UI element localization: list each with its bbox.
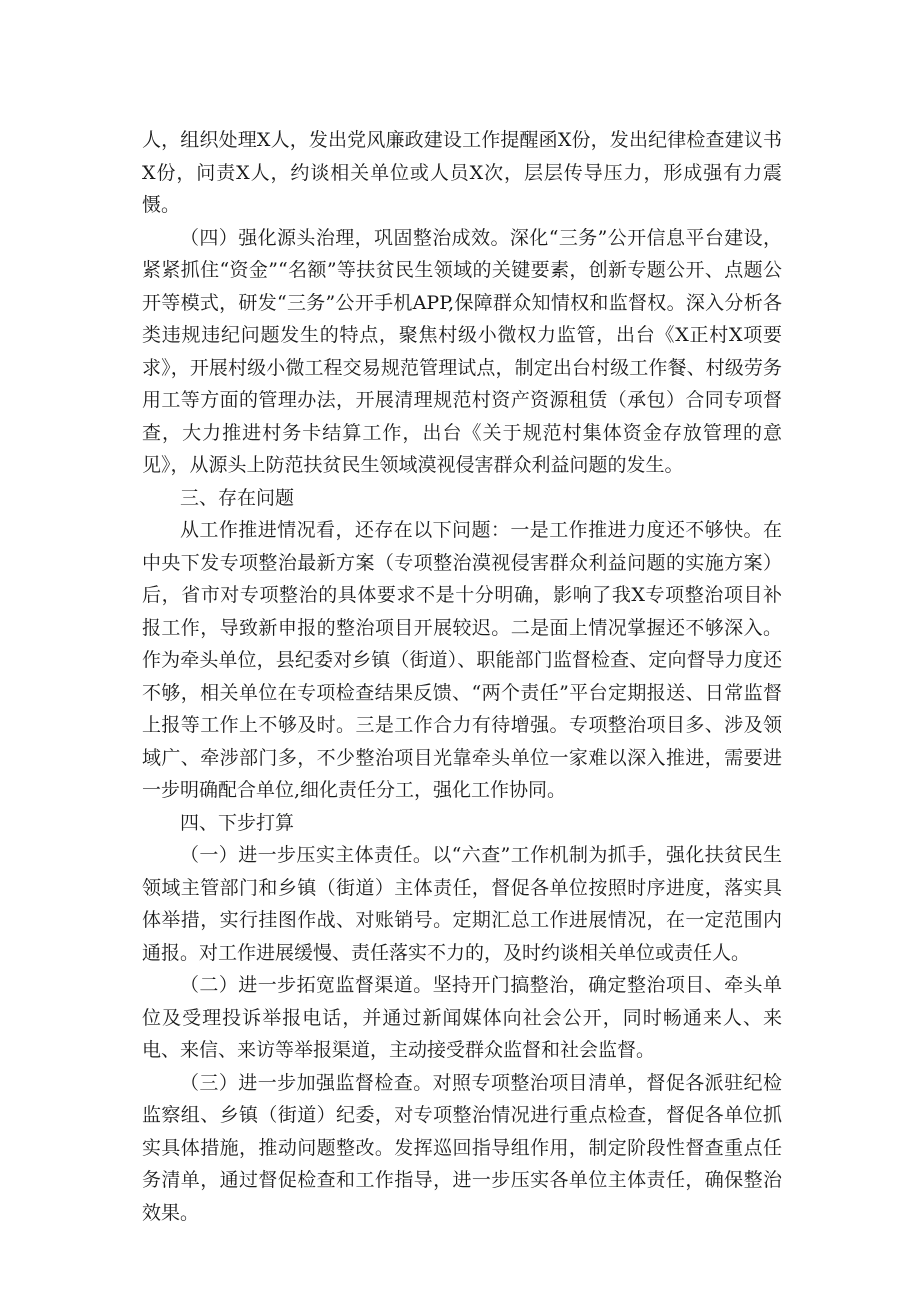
document-body <box>142 124 782 1229</box>
section-heading-existing-problems: 三、存在问题 <box>180 486 295 509</box>
paragraph-next-step-3: （三）进一步加强监督检查。对照专项整治项目清单，督促各派驻纪检监察组、乡镇（街道）纪委，对专项整治情况进行重点检查，督促各单位抓实具体措施，推动问题整改。发挥巡回指导组作用，制定阶段性督查重点任务清单，通过督促检查和工作指导，进一步压实各单位主体责任，确保整治效果。 <box>142 1071 782 1224</box>
paragraph-continuation: 人，组织处理X人，发出党风廉政建设工作提醒函X份，发出纪律检查建议书X份，问责X人，约谈相关单位或人员X次，层层传导压力，形成强有力震慑。 <box>142 129 782 216</box>
paragraph-existing-problems: 从工作推进情况看，还存在以下问题：一是工作推进力度还不够快。在中央下发专项整治最新方案（专项整治漠视侵害群众利益问题的实施方案）后，省市对专项整治的具体要求不是十分明确，影响了我X专项整治项目补报工作，导致新申报的整治项目开展较迟。二是面上情况掌握还不够深入。作为牵头单位，县纪委对乡镇（街道）、职能部门监督检查、定向督导力度还不够，相关单位在专项检查结果反馈、“两个责任”平台定期报送、日常监督上报等工作上不够及时。三是工作合力有待增强。专项整治项目多、涉及领域广、牵涉部门多，不少整治项目光靠牵头单位一家难以深入推进，需要进一步明确配合单位,细化责任分工，强化工作协同。 <box>142 519 782 801</box>
paragraph-next-step-1: （一）进一步压实主体责任。以“六查”工作机制为抓手，强化扶贫民生领域主管部门和乡镇（街道）主体责任，督促各单位按照时序进度，落实具体举措，实行挂图作战、对账销号。定期汇总工作进展情况，在一定范围内通报。对工作进展缓慢、责任落实不力的，及时约谈相关单位或责任人。 <box>142 844 782 964</box>
section-heading-next-steps: 四、下步打算 <box>180 811 295 834</box>
paragraph-next-step-2: （二）进一步拓宽监督渠道。坚持开门搞整治，确定整治项目、牵头单位及受理投诉举报电话，并通过新闻媒体向社会公开，同时畅通来人、来电、来信、来访等举报渠道，主动接受群众监督和社会监督。 <box>142 974 782 1061</box>
paragraph-strengthen-source-governance: （四）强化源头治理，巩固整治成效。深化“三务”公开信息平台建设，紧紧抓住“资金”“名额”等扶贫民生领域的关键要素，创新专题公开、点题公开等模式，研发“三务”公开手机APP,保障群众知情权和监督权。深入分析各类违规违纪问题发生的特点，聚焦村级小微权力监管，出台《X正村X项要求》，开展村级小微工程交易规范管理试点，制定出台村级工作餐、村级劳务用工等方面的管理办法，开展清理规范村资产资源租赁（承包）合同专项督查，大力推进村务卡结算工作，出台《关于规范村集体资金存放管理的意见》，从源头上防范扶贫民生领域漠视侵害群众利益问题的发生。 <box>142 226 782 476</box>
